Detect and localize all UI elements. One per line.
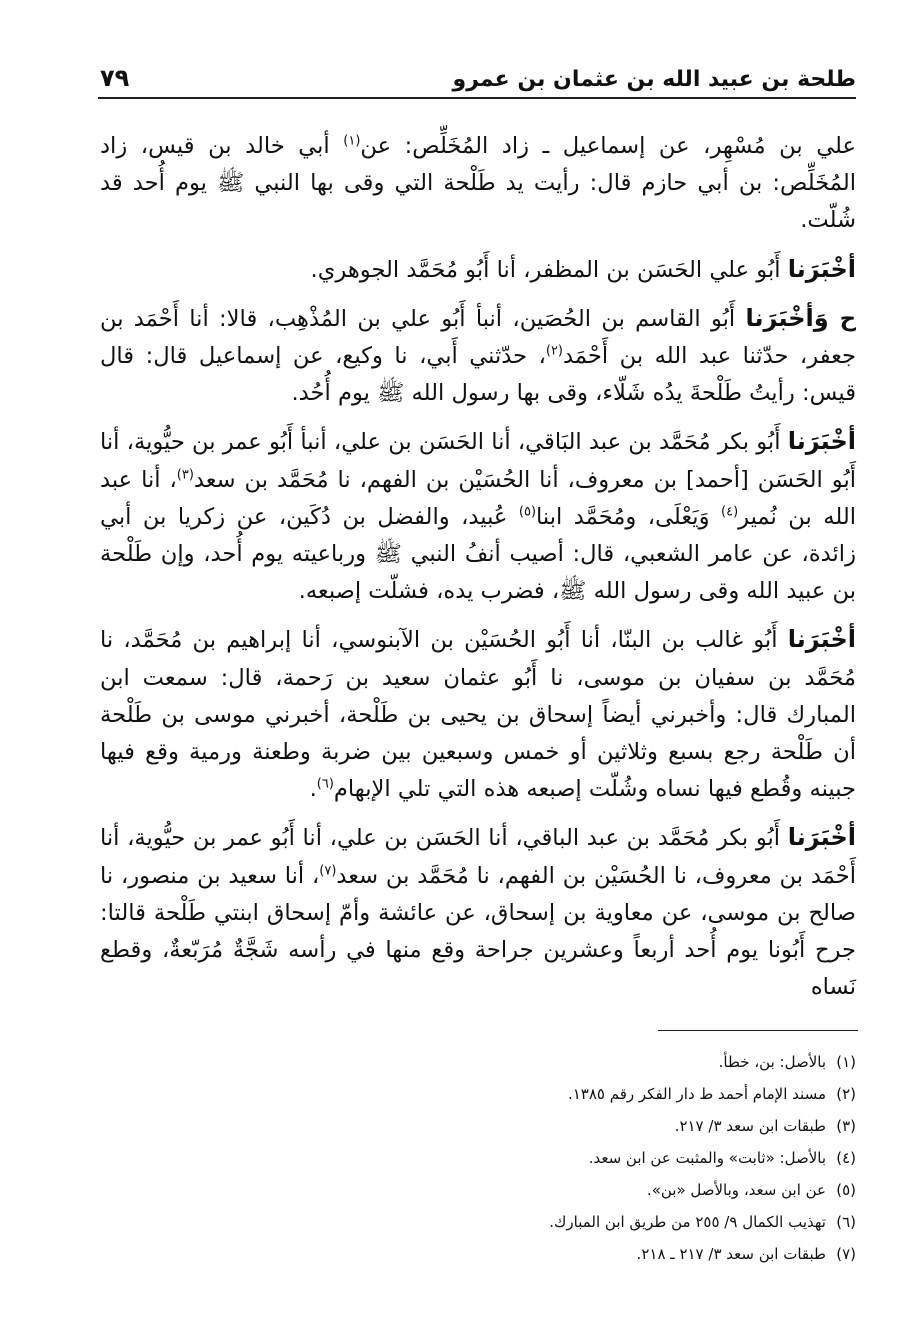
paragraph [100, 621, 856, 808]
footnote-separator [658, 1030, 858, 1031]
text-run: أَبُو القاسم بن الحُصَين، أنبأ أَبُو علي بن المُذْهِب، قالا: أنا أَحْمَد بن جعفر، حدّثنا عبد الله بن أَحْمَد [100, 305, 856, 370]
paragraph [100, 251, 856, 289]
footnote-number: (٤) [836, 1149, 856, 1167]
footnote-marker: (٣) [176, 467, 194, 483]
footnote [100, 1142, 856, 1174]
narration-keyword: أخْبَرَنا [787, 427, 856, 456]
paragraph [100, 819, 856, 1006]
footnote-marker: (٥) [518, 504, 537, 520]
running-title: طلحة بن عبيد الله بن عثمان بن عمرو [452, 67, 856, 92]
text-run: . [309, 776, 317, 803]
footnotes [100, 1046, 856, 1270]
footnote [100, 1174, 856, 1206]
footnote-number: (٢) [836, 1085, 856, 1103]
text-run: أَبُو بكر مُحَمَّد بن عبد الباقي، أنا الحَسَن بن علي، أنا أَبُو عمر بن حيُّوية، أنا أَحْمَد بن معروف، نا الحُسَيْن بن الفهم، نا مُحَمَّد بن سعد [100, 825, 856, 889]
footnote [100, 1110, 856, 1142]
footnote-number: (١) [836, 1053, 856, 1071]
footnote-number: (٣) [836, 1117, 856, 1135]
footnote-marker: (٦) [316, 776, 334, 792]
footnote-marker: (٤) [721, 504, 739, 520]
footnote-text: مسند الإمام أحمد ط دار الفكر رقم ١٣٨٥. [567, 1085, 826, 1103]
narration-keyword: وَأخْبَرَنا [745, 303, 829, 332]
header-rule [98, 97, 856, 99]
page-number: ٧٩ [100, 64, 130, 92]
text-run: ، حدّثني أَبي، نا وكيع، عن إسماعيل قال: قال قيس: رأيتُ طَلْحةَ يدُه شَلّاء، وقى بها رسول الله ﷺ يوم أُحُد. [100, 343, 856, 407]
footnote-text: بالأصل: بن، خطأ. [718, 1053, 826, 1071]
text-run: عُبيد، والفضل بن دُكَين، عن زكريا بن أبي زائدة، عن عامر الشعبي، قال: أصيب أنفُ النبي ﷺ ورباعيته يوم أُحد، وإن طَلْحة بن عبيد الله وقى رسول الله ﷺ، فضرب يده، فشلّت إصبعه. [100, 503, 856, 605]
text-run: أَبُو بكر مُحَمَّد بن عبد البَاقي، أنا الحَسَن بن علي، أنبأ أَبُو عمر بن حيُّوية، أنا أَبُو الحَسَن [أحمد] بن معروف، أنا الحُسَيْن بن الفهم، نا مُحَمَّد بن سعد [100, 429, 857, 493]
footnote-text: طبقات ابن سعد ٣/ ٢١٧. [674, 1117, 826, 1135]
transition-marker: ح [828, 305, 856, 332]
text-run: وَيَعْلَى، ومُحَمَّد ابنا [536, 503, 721, 530]
footnote [100, 1238, 856, 1270]
footnote-number: (٦) [836, 1213, 856, 1231]
main-text [100, 128, 856, 1017]
text-run: أَبُو علي الحَسَن بن المظفر، أنا أَبُو مُحَمَّد الجوهري. [310, 256, 788, 283]
footnote [100, 1078, 856, 1110]
paragraph [100, 423, 856, 610]
footnote-text: بالأصل: «ثابت» والمثبت عن ابن سعد. [588, 1149, 826, 1167]
text-run: علي بن مُسْهِر، عن إسماعيل ـ زاد المُخَلِّص: عن [360, 133, 856, 159]
footnote-text: عن ابن سعد، وبالأصل «بن». [646, 1181, 826, 1199]
paragraph [100, 300, 856, 413]
footnote-number: (٧) [836, 1245, 856, 1263]
footnote-number: (٥) [836, 1181, 856, 1199]
narration-keyword: أخْبَرَنا [787, 823, 856, 852]
running-header [100, 62, 856, 92]
footnote [100, 1046, 856, 1078]
text-run: أَبُو غالب بن البنّا، أنا أَبُو الحُسَيْن بن الآبنوسي، أنا إبراهيم بن مُحَمَّد، نا مُحَمَّد بن سفيان بن موسى، نا أَبُو عثمان سعيد بن رَحمة، قال: سمعت ابن المبارك قال: وأخبرني أيضاً إسحاق بن يحيى بن طَلْحة، أخبرني موسى بن طَلْحة أن طَلْحة رجع بسبع وثلاثين أو خمس وسبعين بين ضربة وطعنة ورمية وقع فيها جبينه وقُطع فيها نساه وشُلّت إصبعه هذه التي تلي الإبهام [100, 627, 856, 803]
narration-keyword: أخْبَرَنا [787, 625, 856, 654]
text-run: ، أنا عبد الله بن نُمير [100, 466, 856, 530]
text-run: أبي خالد بن قيس، زاد المُخَلِّص: بن أبي حازم قال: رأيت يد طَلْحة التي وقى بها النبي ﷺ يوم أُحد قد شُلّت. [100, 133, 856, 234]
paragraph [100, 128, 856, 240]
footnote-marker: (٢) [545, 343, 563, 359]
footnote [100, 1206, 856, 1238]
footnote-text: طبقات ابن سعد ٣/ ٢١٧ ـ ٢١٨. [636, 1245, 826, 1263]
footnote-marker: (٧) [319, 863, 337, 879]
narration-keyword: أخْبَرَنا [787, 254, 856, 283]
text-run: ، أنا سعيد بن منصور، نا صالح بن موسى، عن معاوية بن إسحاق، عن عائشة وأمّ إسحاق ابنتي طَلْحة قالتا: جرح أَبُونا يوم أُحد أربعاً وعشرين جراحة وقع منها في رأسه شَجَّةٌ مُرَبّعةٌ، وقطع نَساه [100, 862, 856, 1001]
footnote-marker: (١) [343, 133, 361, 149]
footnote-text: تهذيب الكمال ٩/ ٢٥٥ من طريق ابن المبارك. [549, 1213, 826, 1231]
